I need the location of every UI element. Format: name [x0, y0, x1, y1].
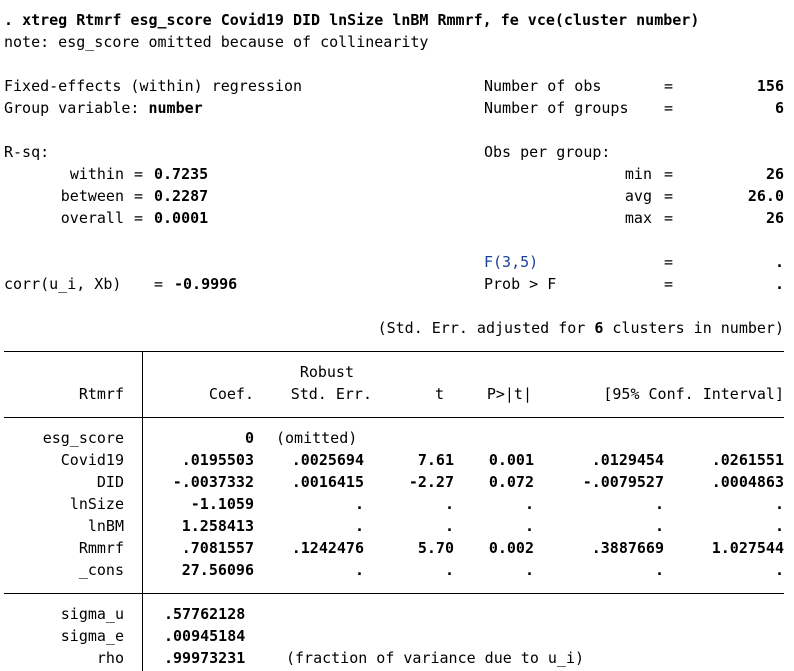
- rho-label: rho: [96, 649, 124, 667]
- row-name: _cons: [78, 561, 124, 579]
- rsq-overall-eq: =: [134, 209, 144, 227]
- rsq-within-eq: =: [134, 165, 144, 183]
- row-se: .: [354, 495, 364, 513]
- group-variable-value: number: [148, 99, 203, 117]
- nobs-label: Number of obs: [484, 77, 602, 95]
- row-name: Rmmrf: [78, 539, 124, 557]
- row-name: lnSize: [69, 495, 124, 513]
- row-p: 0.001: [488, 451, 534, 469]
- sigma-e-value: .00945184: [164, 627, 246, 645]
- rsq-within-label: within: [69, 165, 124, 183]
- rsq-overall-label: overall: [60, 209, 124, 227]
- ngroups-eq: =: [664, 99, 674, 117]
- prob-f-eq: =: [664, 275, 674, 293]
- corr-label: corr(u_i, Xb): [4, 275, 122, 293]
- row-t: 5.70: [417, 539, 454, 557]
- row-ci-hi: .: [774, 561, 784, 579]
- obs-max-label: max: [624, 209, 652, 227]
- row-se: .0025694: [291, 451, 364, 469]
- row-p: 0.072: [488, 473, 534, 491]
- row-ci-lo: .: [654, 561, 664, 579]
- col-robust: Robust: [299, 363, 354, 381]
- col-ci: [95% Conf. Interval]: [603, 385, 784, 403]
- cluster-note-post: clusters in number): [612, 319, 784, 337]
- command-line: [4, 10, 699, 30]
- row-coef: 1.258413: [181, 517, 254, 535]
- ngroups-value: 6: [774, 99, 784, 117]
- ngroups-label: Number of groups: [484, 99, 629, 117]
- rho-value: .99973231: [164, 649, 246, 667]
- table-vertical-rule: [142, 351, 143, 671]
- obs-min-label: min: [624, 165, 652, 183]
- row-ci-hi: 1.027544: [711, 539, 784, 557]
- f-eq: =: [664, 253, 674, 271]
- row-t: .: [444, 561, 454, 579]
- row-coef: .7081557: [181, 539, 254, 557]
- sigma-u-value: .57762128: [164, 605, 246, 623]
- command-text: xtreg Rtmrf esg_score Covid19 DID lnSize lnBM Rmmrf, fe vce(cluster number): [22, 11, 700, 29]
- col-depvar: Rtmrf: [78, 385, 124, 403]
- corr-value: -0.9996: [174, 275, 238, 293]
- row-coef: 27.56096: [181, 561, 254, 579]
- group-variable-line: [4, 98, 203, 118]
- col-p: P>|t|: [486, 385, 532, 403]
- row-t: 7.61: [417, 451, 454, 469]
- row-ci-hi: .0261551: [711, 451, 784, 469]
- rsq-between-value: 0.2287: [154, 187, 209, 205]
- group-variable-label: Group variable:: [4, 99, 140, 117]
- rsq-between-label: between: [60, 187, 124, 205]
- row-ci-hi: .: [774, 495, 784, 513]
- row-p: .: [524, 561, 534, 579]
- row-coef: .0195503: [181, 451, 254, 469]
- row-ci-lo: .3887669: [591, 539, 664, 557]
- nobs-eq: =: [664, 77, 674, 95]
- col-se: Std. Err.: [290, 385, 372, 403]
- row-t: .: [444, 517, 454, 535]
- row-coef: -.0037332: [172, 473, 254, 491]
- obs-min-value: 26: [765, 165, 784, 183]
- f-stat-link[interactable]: F(3,5): [484, 253, 539, 271]
- row-name: lnBM: [87, 517, 124, 535]
- obs-min-eq: =: [664, 165, 674, 183]
- prob-f-label: Prob > F: [484, 275, 557, 293]
- table-middle-rule: [4, 593, 784, 594]
- row-coef: -1.1059: [190, 495, 254, 513]
- collinearity-note: note: esg_score omitted because of collinearity: [4, 33, 429, 51]
- row-name: Covid19: [60, 451, 124, 469]
- row-ci-hi: .: [774, 517, 784, 535]
- row-ci-lo: .0129454: [591, 451, 664, 469]
- col-t: t: [434, 385, 444, 403]
- f-value: .: [774, 253, 784, 271]
- row-ci-lo: .: [654, 517, 664, 535]
- row-coef: 0: [244, 429, 254, 447]
- sigma-u-label: sigma_u: [60, 605, 124, 623]
- cluster-count: 6: [594, 319, 604, 337]
- rsq-within-value: 0.7235: [154, 165, 209, 183]
- corr-eq: =: [154, 275, 164, 293]
- col-coef: Coef.: [208, 385, 254, 403]
- obs-per-group-label: Obs per group:: [484, 143, 611, 161]
- row-name: esg_score: [42, 429, 124, 447]
- row-t: -2.27: [408, 473, 454, 491]
- nobs-value: 156: [756, 77, 784, 95]
- rho-note: (fraction of variance due to u_i): [286, 649, 585, 667]
- row-se: .1242476: [291, 539, 364, 557]
- row-se: .: [354, 517, 364, 535]
- obs-max-value: 26: [765, 209, 784, 227]
- table-top-rule: [4, 351, 784, 352]
- command-prompt: .: [4, 11, 14, 29]
- rsq-overall-value: 0.0001: [154, 209, 209, 227]
- row-name: DID: [96, 473, 124, 491]
- regression-type: Fixed-effects (within) regression: [4, 77, 303, 95]
- row-ci-lo: -.0079527: [582, 473, 664, 491]
- row-p: .: [524, 517, 534, 535]
- obs-avg-label: avg: [624, 187, 652, 205]
- prob-f-value: .: [774, 275, 784, 293]
- sigma-e-label: sigma_e: [60, 627, 124, 645]
- obs-avg-eq: =: [664, 187, 674, 205]
- row-ci-hi: .0004863: [711, 473, 784, 491]
- table-header-rule: [4, 417, 784, 418]
- row-t: .: [444, 495, 454, 513]
- row-omitted: (omitted): [276, 429, 358, 447]
- row-p: 0.002: [488, 539, 534, 557]
- rsq-label: R-sq:: [4, 143, 50, 161]
- cluster-note: [300, 318, 784, 338]
- row-se: .0016415: [291, 473, 364, 491]
- rsq-between-eq: =: [134, 187, 144, 205]
- row-se: .: [354, 561, 364, 579]
- row-p: .: [524, 495, 534, 513]
- row-ci-lo: .: [654, 495, 664, 513]
- cluster-note-pre: (Std. Err. adjusted for: [377, 319, 586, 337]
- obs-avg-value: 26.0: [747, 187, 784, 205]
- obs-max-eq: =: [664, 209, 674, 227]
